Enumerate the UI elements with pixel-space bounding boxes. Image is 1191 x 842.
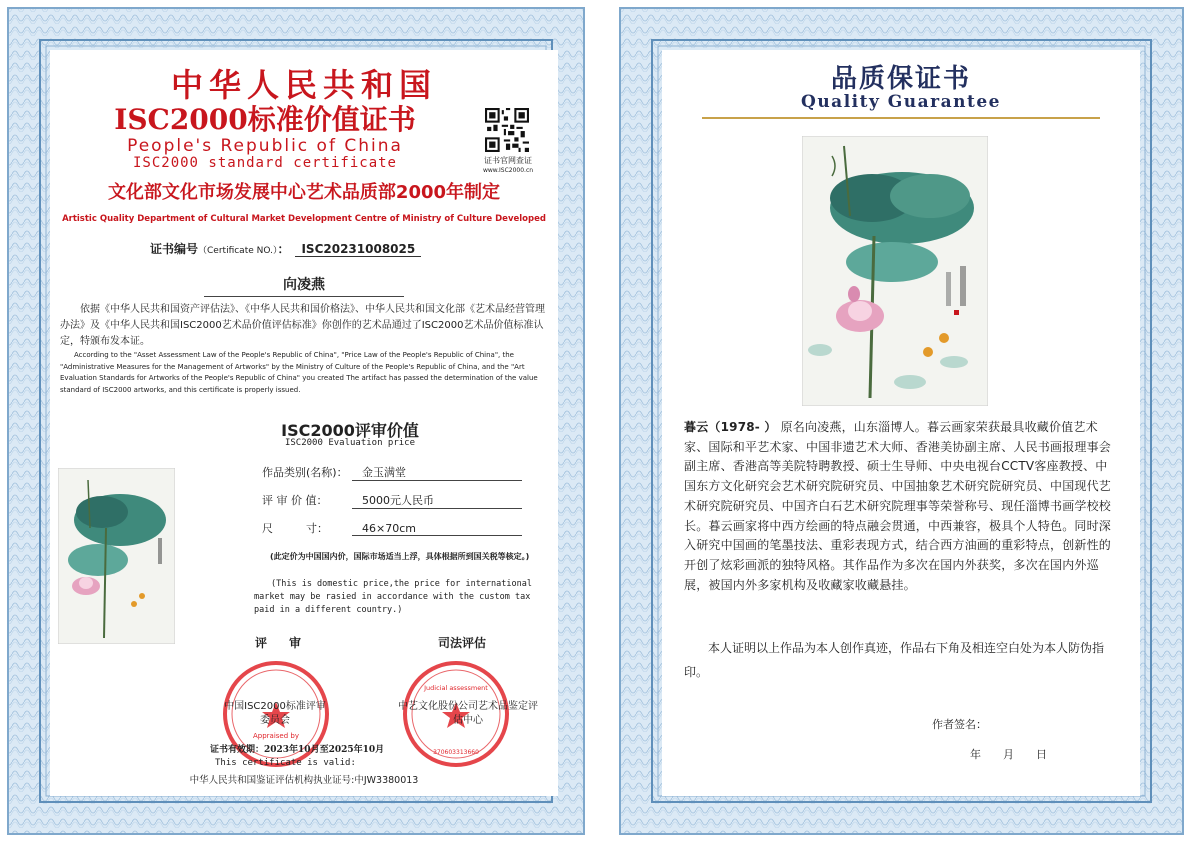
country-title: 中华人民共和国 bbox=[170, 66, 437, 104]
certificate-title-en: ISC2000 standard certificate bbox=[132, 155, 397, 171]
evaluation-heading: ISC2000评审价值 bbox=[281, 421, 419, 440]
field-artwork-name bbox=[262, 464, 522, 481]
field-label: 作品类别(名称)： bbox=[262, 466, 348, 479]
certificate-number: ISC20231008025 bbox=[295, 242, 421, 257]
guarantee-title: 品质保证书 bbox=[830, 64, 971, 94]
qr-url: www.ISC2000.cn bbox=[482, 167, 534, 174]
artist-name: 暮云（1978- ） bbox=[684, 420, 777, 434]
qr-code-icon[interactable] bbox=[485, 108, 529, 152]
artist-bio-text: 原名向凌燕，山东淄博人。暮云画家荣获最具收藏价值艺术家、国际和平艺术家、中国非遗艺术大师、香港美协副主席、人民书画报理事会副主席、香港高等美院特聘教授、硕士生导师、中央电视台CCTV客座教授、中国东方文化研究会艺术研究院研究员、中国抽象艺术研究院研究员、中国现代艺术研究院研究员、中国齐白石艺术研究院理事等荣誉称号、现任淄博书画学校校长。暮云画家将中西方绘画的特点融会贯通，中西兼容，极具个人特色。同时深入研究中国画的笔墨技法、重彩表现方式，结合西方油画的重彩特点，创新性的开创了炫彩画派的独特风格。其作品作为多次在国内外获奖，多次在国内外巡展，被国内外多家机构及收藏家收藏悬挂。 bbox=[684, 420, 1112, 592]
price-note-en: (This is domestic price,the price for international market may be rasied in accordance with the custom tax paid in a different country.) bbox=[254, 579, 532, 615]
authenticity-declaration: 本人证明以上作品为本人创作真迹，作品右下角及相连空白处为本人防伪指印。 bbox=[684, 641, 1105, 679]
artwork-image bbox=[802, 136, 988, 406]
seal2-en: Judicial assessment bbox=[424, 684, 488, 692]
quality-guarantee bbox=[612, 0, 1191, 842]
date-label: 年 月 日 bbox=[970, 748, 1047, 761]
title-divider bbox=[702, 117, 1100, 119]
validity-cn: 证书有效期：2023年10月至2025年10月 bbox=[210, 745, 385, 755]
appraisal-center: 中艺文化股份公司艺术品鉴定评估中心 bbox=[398, 701, 538, 726]
guarantee-body bbox=[662, 50, 1140, 796]
seal1-en: Appraised by bbox=[253, 732, 299, 740]
qr-caption: 证书官网查证 bbox=[484, 156, 532, 165]
field-label: 尺 寸： bbox=[262, 522, 328, 535]
field-value: 5000元人民币 bbox=[352, 492, 522, 509]
field-label: 评 审 价 值： bbox=[262, 494, 328, 507]
artist-biography bbox=[684, 418, 1118, 595]
artwork-thumbnail bbox=[58, 468, 175, 644]
signature-label: 作者签名： bbox=[932, 718, 987, 731]
cert-colon: ： bbox=[277, 242, 290, 256]
field-value: 金玉满堂 bbox=[352, 464, 522, 481]
cert-label-en: （Certificate NO.） bbox=[198, 246, 278, 256]
field-value: 46×70cm bbox=[352, 522, 522, 536]
country-title-en: People's Republic of China bbox=[127, 136, 403, 156]
body-text-en: According to the "Asset Assessment Law of the People's Republic of China", "Price Law of the People's Republic of China", the "Administrative Measures for the Management of Artworks" by the Ministry of Culture of the People's Republic of China, and the "Art Evaluation Standards for Artworks of the People's Republic of China" you created The artifact has passed the determination of the value standard of ISC2000 artworks, and this certificate is properly issued. bbox=[60, 351, 538, 394]
department-cn: 文化部文化市场发展中心艺术品质部2000年制定 bbox=[107, 182, 501, 203]
guarantee-title-en: Quality Guarantee bbox=[801, 92, 1001, 112]
value-certificate bbox=[0, 0, 592, 842]
field-evaluation-value bbox=[262, 492, 522, 509]
price-note-cn: (此定价为中国国内价，国际市场适当上浮，具体根据所到国关税等核定。) bbox=[270, 552, 530, 561]
review-committee: 中国ISC2000标准评审委员会 bbox=[224, 701, 326, 726]
certificate-title: ISC2000标准价值证书 bbox=[114, 103, 416, 136]
judicial-label: 司法评估 bbox=[438, 636, 487, 650]
validity-en: This certificate is valid: bbox=[215, 758, 356, 768]
department-en: Artistic Quality Department of Cultural Market Development Centre of Ministry of Culture Developed bbox=[62, 214, 546, 224]
certificate-body bbox=[50, 50, 558, 796]
holder-name: 向凌燕 bbox=[204, 274, 404, 297]
body-text-cn: 依据《中华人民共和国资产评估法》、《中华人民共和国价格法》、中华人民共和国文化部《艺术品经营管理办法》及《中华人民共和国ISC2000艺术品价值评估标准》你创作的艺术品通过了ISC2000艺术品价值标准认定，特颁布发本证。 bbox=[60, 304, 545, 347]
review-label: 评审 bbox=[255, 636, 324, 650]
evaluation-subheading: ISC2000 Evaluation price bbox=[284, 438, 416, 448]
certificate-number-row bbox=[150, 240, 421, 257]
seal2-number: 370603313660 bbox=[433, 749, 479, 756]
field-size bbox=[262, 520, 522, 536]
cert-label-cn: 证书编号 bbox=[150, 242, 199, 256]
license-number: 中华人民共和国鉴证评估机构执业证号:中JW3380013 bbox=[189, 775, 419, 786]
